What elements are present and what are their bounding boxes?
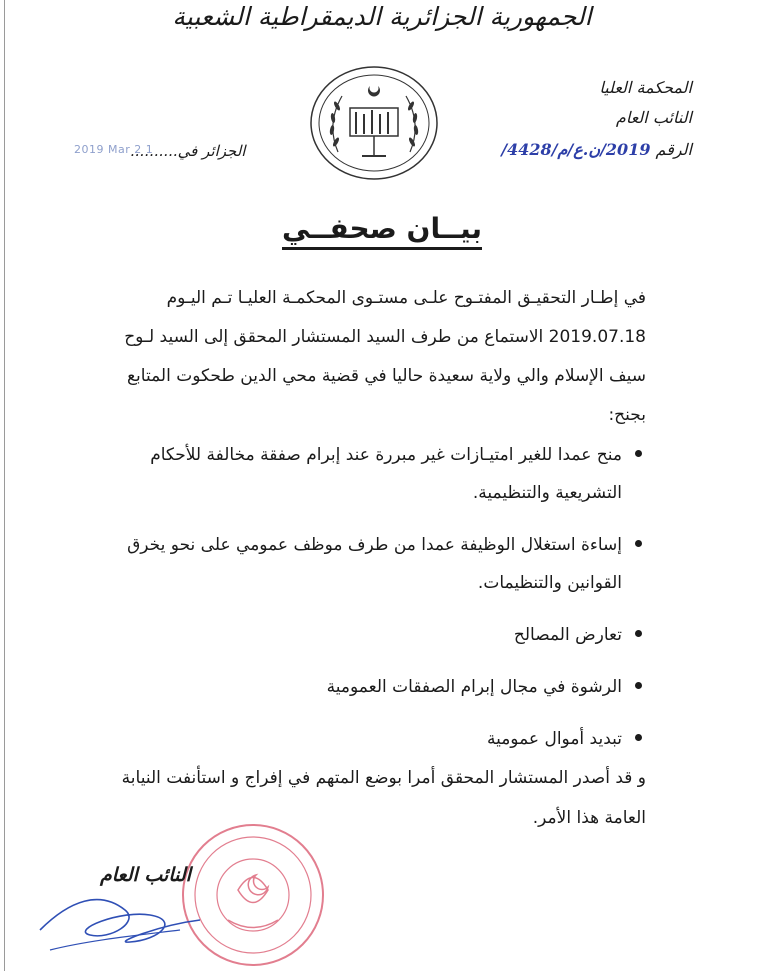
intro-paragraph	[100, 279, 646, 435]
document-title	[0, 212, 764, 245]
charge-item	[86, 720, 646, 758]
reference-line	[501, 140, 692, 159]
charges-list	[86, 436, 646, 772]
closing-line: العامة هذا الأمر.	[532, 808, 646, 828]
intro-line: في إطـار التحقيـق المفتـوح علـى مستـوى المحكمـة العليـا تـم اليـوم	[166, 288, 646, 308]
closing-line: و قد أصدر المستشار المحقق أمرا بوضع المتهم في إفراج و استأنفت النيابة	[121, 768, 646, 788]
page-edge-line	[4, 0, 5, 971]
city-date-line: الجزائر في..........	[130, 142, 246, 160]
charge-line: منح عمدا للغير امتيـازات غير مبررة عند إبرام صفقة مخالفة للأحكام	[150, 445, 622, 465]
charge-line: الرشوة في مجال إبرام الصفقات العمومية	[326, 677, 622, 697]
charge-item	[86, 436, 646, 512]
intro-line: سيف الإسلام والي ولاية سعيدة حاليا في قضية محي الدين طحكوت المتابع	[126, 366, 646, 386]
charge-line: تبديد أموال عمومية	[486, 729, 622, 749]
charge-line: التشريعية والتنظيمية.	[472, 483, 622, 503]
issuer-block	[492, 72, 692, 132]
signature-icon	[30, 880, 230, 960]
charge-item	[86, 616, 646, 654]
signature-title: النائب العام	[100, 864, 191, 886]
reference-number: 2019/ن.ع/م/4428/	[501, 140, 651, 159]
charge-item	[86, 526, 646, 602]
supreme-court-emblem-icon	[308, 64, 440, 182]
date-stamp: 2019 Mar 2 1	[74, 143, 154, 156]
court-name: المحكمة العليا	[599, 78, 692, 97]
republic-header: الجمهورية الجزائرية الديمقراطية الشعبية	[172, 2, 592, 31]
charge-line: القوانين والتنظيمات.	[477, 573, 622, 593]
closing-paragraph	[92, 758, 646, 838]
intro-line: بجنح:	[608, 405, 646, 425]
charge-line: تعارض المصالح	[513, 625, 622, 645]
reference-label: الرقم	[655, 140, 692, 159]
intro-line: 2019.07.18 الاستماع من طرف السيد المستشار المحقق إلى السيد لـوح	[124, 327, 646, 347]
charge-line: إساءة استغلال الوظيفة عمدا من طرف موظف عمومي على نحو يخرق	[127, 535, 622, 555]
office-name: النائب العام	[615, 108, 692, 127]
charge-item	[86, 668, 646, 706]
document-title-text: بيــان صحفــي	[282, 212, 482, 250]
